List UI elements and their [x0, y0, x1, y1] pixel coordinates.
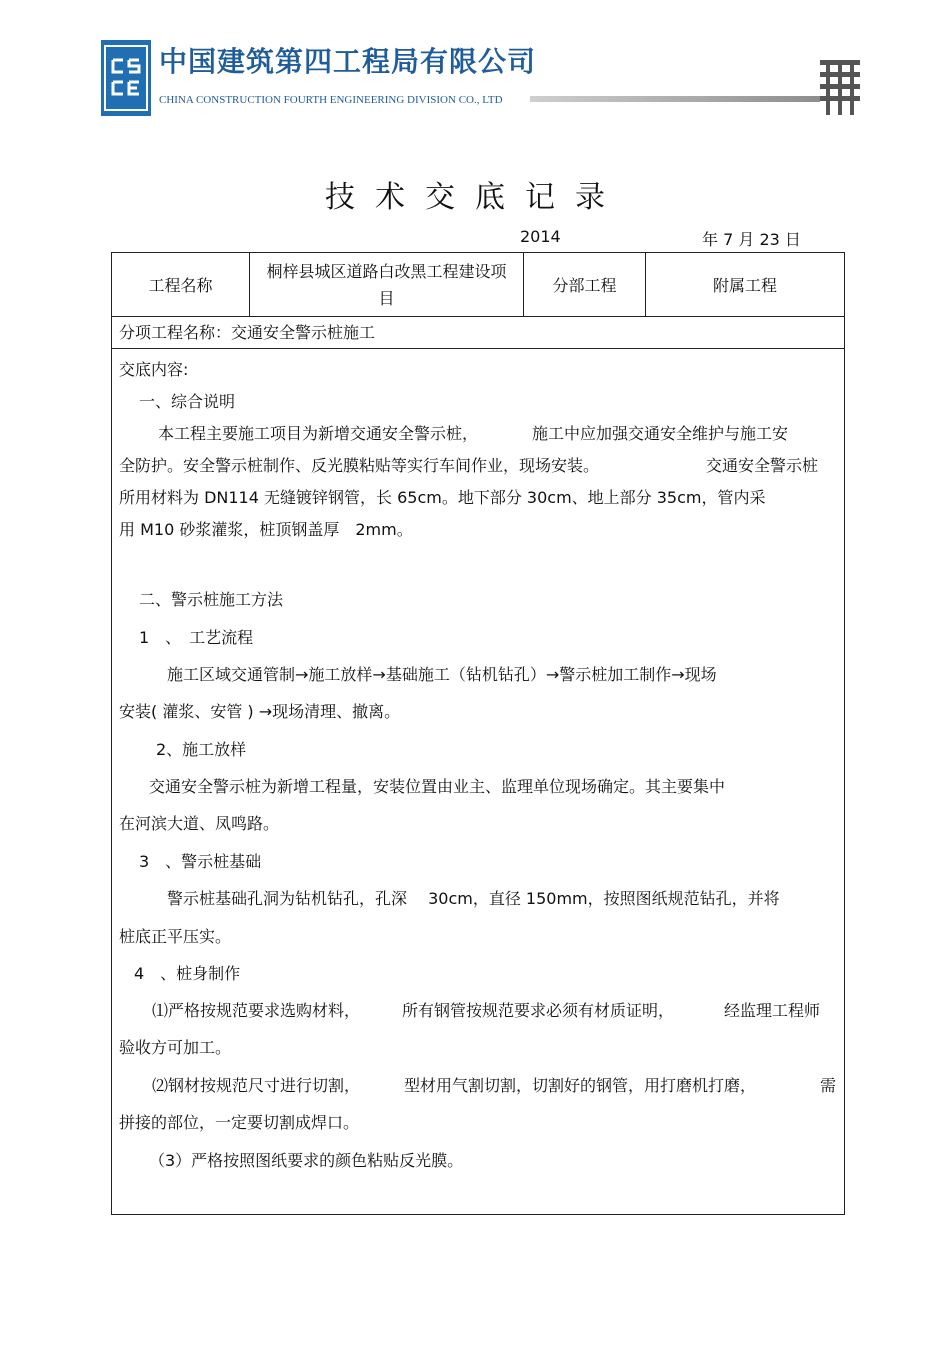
s1-line4: 用 M10 砂浆灌浆，桩顶钢盖厚 2mm。: [119, 520, 413, 539]
s2-4-p2b: 型材用气割切割，切割好的钢管，用打磨机打磨，: [404, 1076, 757, 1095]
division-label: 分部工程: [524, 253, 646, 316]
s1-line3: 所用材料为 DN114 无缝镀锌钢管，长 65cm。地下部分 30cm、地上部分 35cm，管内采: [119, 488, 766, 507]
company-name-en: CHINA CONSTRUCTION FOURTH ENGINEERING DIVISION CO., LTD: [159, 94, 503, 106]
s2-4-p1b: 所有钢管按规范要求必须有材质证明，: [402, 1001, 675, 1020]
disclosure-table: [111, 252, 845, 1215]
date-month-day: 年 7 月 23 日: [702, 230, 801, 249]
s1-line2b: 交通安全警示桩: [706, 456, 819, 475]
content-label: 交底内容:: [119, 360, 189, 379]
header-divider: [530, 96, 820, 102]
s1-line2a: 全防护。安全警示桩制作、反光膜粘贴等实行车间作业，现场安装。: [119, 456, 600, 475]
s2-3-line1: 警示桩基础孔洞为钻机钻孔，孔深 30cm，直径 150mm，按照图纸规范钻孔，并将: [167, 889, 780, 908]
s2-4-p2a: ⑵钢材按规范尺寸进行切割，: [152, 1076, 361, 1095]
company-logo: [101, 40, 151, 116]
s2-4-p1c: 经监理工程师: [724, 1001, 821, 1020]
section-1-title: 一、综合说明: [139, 392, 236, 411]
s2-2-title: 2、施工放样: [156, 740, 247, 759]
document-title: 技术交底记录: [325, 180, 625, 215]
s2-4-p1a: ⑴严格按规范要求选购材料，: [152, 1001, 361, 1020]
s2-4-p1-line2: 验收方可加工。: [119, 1038, 232, 1057]
section-2-title: 二、警示桩施工方法: [139, 590, 284, 609]
s2-4-title: 4 、桩身制作: [134, 964, 241, 983]
s2-1-title: 1 、 工艺流程: [139, 628, 254, 647]
header-stripes-icon: [818, 56, 862, 116]
s2-3-line2: 桩底正平压实。: [119, 927, 232, 946]
s2-3-title: 3 、警示桩基础: [139, 852, 262, 871]
date-year: 2014: [520, 227, 561, 246]
s2-2-line1: 交通安全警示桩为新增工程量，安装位置由业主、监理单位现场确定。其主要集中: [149, 777, 726, 796]
company-name-cn: 中国建筑第四工程局有限公司: [159, 45, 537, 78]
subitem-name: 分项工程名称：交通安全警示桩施工: [112, 316, 844, 349]
cscec-logo-icon: [101, 40, 151, 116]
division-value: 附属工程: [712, 276, 777, 295]
s2-2-line2: 在河滨大道、凤鸣路。: [119, 814, 280, 833]
s2-4-p2-line2: 拼接的部位，一定要切割成焊口。: [119, 1113, 360, 1132]
s2-1-line2: 安装( 灌浆、安管 ) →现场清理、撤离。: [119, 702, 401, 721]
s2-1-line1: 施工区域交通管制→施工放样→基础施工（钻机钻孔）→警示桩加工制作→现场: [167, 665, 717, 684]
s2-4-p3: （3）严格按照图纸要求的颜色粘贴反光膜。: [149, 1151, 464, 1170]
project-label: 工程名称: [112, 253, 250, 316]
project-value: 桐梓县城区道路白改黑工程建设项目: [250, 253, 524, 316]
s1-line1a: 本工程主要施工项目为新增交通安全警示桩，: [158, 424, 479, 443]
s1-line1b: 施工中应加强交通安全维护与施工安: [532, 424, 789, 443]
s2-4-p2c: 需: [820, 1076, 837, 1095]
table-header-row: [112, 253, 844, 317]
